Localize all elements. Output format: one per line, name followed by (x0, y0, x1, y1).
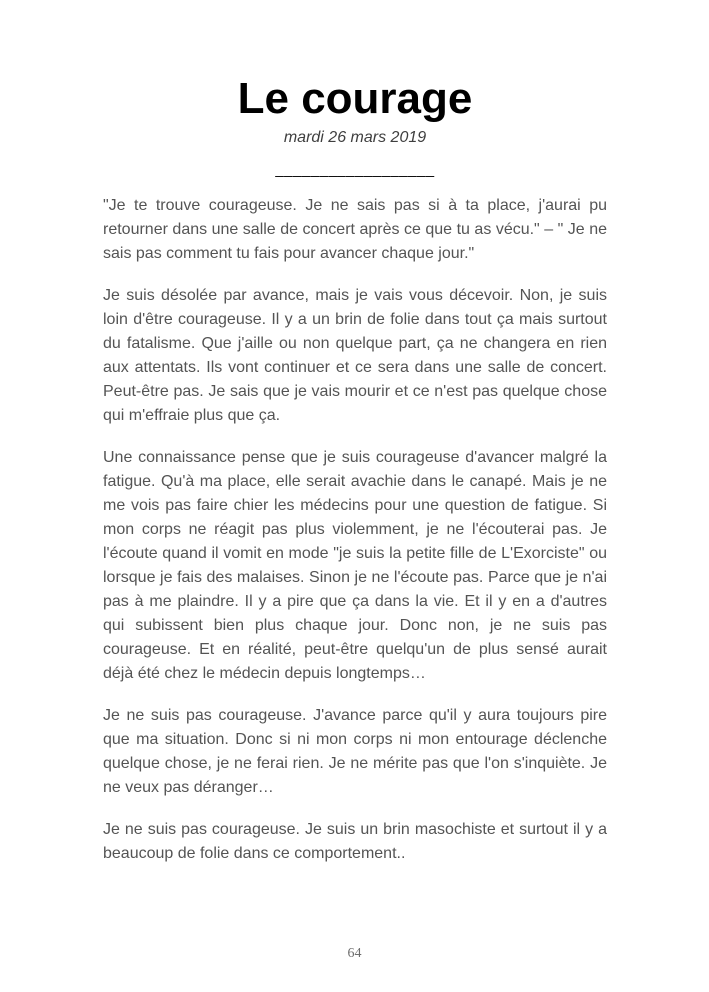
article-body (103, 194, 607, 866)
text-divider: __________________ (275, 161, 435, 179)
paragraph: Je ne suis pas courageuse. J'avance parce qu'il y aura toujours pire que ma situation. Donc si ni mon corps ni mon entourage déclenche quelque chose, je ne ferai rien. Je ne mérite pas que l'on s'inquiète. Je ne veux pas déranger… (103, 707, 607, 797)
paragraph: Une connaissance pense que je suis courageuse d'avancer malgré la fatigue. Qu'à ma place, elle serait avachie dans le canapé. Mais je ne me vois pas faire chier les médecins pour une question de fatigue. Si mon corps ne réagit pas plus violemment, je ne l'écouterai pas. Je l'écoute quand il vomit en mode "je suis la petite fille de L'Exorciste" ou lorsque je fais des malaises. Sinon je ne l'écoute pas. Parce que je n'ai pas à me plaindre. Il y a pire que ça dans la vie. Et il y en a d'autres qui subissent bien plus chaque jour. Donc non, je ne suis pas courageuse. Et en réalité, peut-être quelqu'un de plus sensé aurait déjà été chez le médecin depuis longtemps… (103, 449, 607, 683)
page-number: 64 (347, 946, 362, 961)
paragraph: "Je te trouve courageuse. Je ne sais pas si à ta place, j'aurai pu retourner dans une salle de concert après ce que tu as vécu." – " Je ne sais pas comment tu fais pour avancer chaque jour." (103, 197, 607, 263)
page-title: Le courage (237, 74, 473, 123)
page-content (103, 0, 607, 884)
paragraph: Je ne suis pas courageuse. Je suis un brin masochiste et surtout il y a beaucoup de folie dans ce comportement.. (103, 821, 607, 863)
article-date: mardi 26 mars 2019 (283, 129, 427, 147)
paragraph: Je suis désolée par avance, mais je vais vous décevoir. Non, je suis loin d'être courageuse. Il y a un brin de folie dans tout ça mais surtout du fatalisme. Que j'aille ou non quelque part, ça ne changera en rien aux attentats. Ils vont continuer et ce sera dans une salle de concert. Peut-être pas. Je sais que je vais mourir et ce n'est pas quelque chose qui m'effraie plus que ça. (103, 287, 607, 425)
